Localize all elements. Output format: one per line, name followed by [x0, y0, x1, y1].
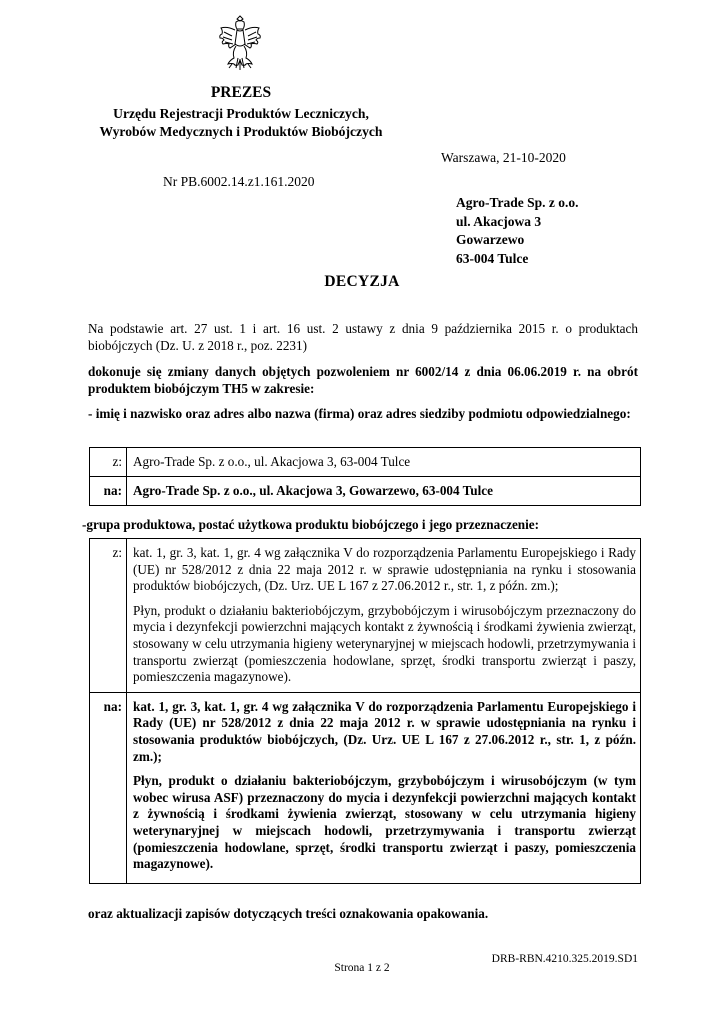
from-classification: kat. 1, gr. 3, kat. 1, gr. 4 wg załącznika V do rozporządzenia Parlamentu Europejskiego i Rady (UE) nr 528/2012 z dnia 22 maja 2012 r. w sprawie udostępniania na rynku i stosowania produktów biobójczych, (Dz. Urz. UE L 167 z 27.06.2012 r., str. 1, z późn. zm.);	[133, 545, 636, 594]
to-description: Płyn, produkt o działaniu bakteriobójczym, grzybobójczym i wirusobójczym (w tym wobec wirusa ASF) przeznaczony do mycia i dezynfekcji powierzchni mających kontakt z żywnością i środkami żywienia zwierząt, stosowany w celu utrzymania higieny weterynaryjnej w miejscach hodowli, przetrzymywania i transportu zwierząt (pomieszczenia hodowlane, sprzęt, środki transportu zwierząt i paszy, pomieszczenia magazynowe).	[133, 773, 636, 872]
case-number: Nr PB.6002.14.z1.161.2020	[163, 174, 315, 189]
from-value	[127, 539, 641, 693]
organization-name	[0, 105, 482, 141]
to-value	[127, 692, 641, 883]
page-number: Strona 1 z 2	[334, 962, 390, 974]
legal-basis-paragraph: Na podstawie art. 27 ust. 1 i art. 16 ust. 2 ustawy z dnia 9 października 2015 r. o produktach biobójczych (Dz. U. z 2018 r., poz. 2231)	[88, 321, 638, 353]
from-value: Agro-Trade Sp. z o.o., ul. Akacjowa 3, 63-004 Tulce	[127, 448, 641, 477]
eagle-emblem-icon	[214, 12, 266, 74]
document-reference: DRB-RBN.4210.325.2019.SD1	[491, 953, 638, 965]
responsible-entity-change-table	[89, 447, 641, 506]
from-label: z:	[90, 539, 127, 693]
table-row	[90, 539, 641, 693]
closing-statement: oraz aktualizacji zapisów dotyczących treści oznakowania opakowania.	[88, 906, 489, 921]
to-label: na:	[90, 477, 127, 506]
recipient-name: Agro-Trade Sp. z o.o.	[456, 195, 579, 210]
recipient-street: ul. Akacjowa 3	[456, 213, 542, 229]
table-row	[90, 692, 641, 883]
table-row	[90, 477, 641, 506]
to-label: na:	[90, 692, 127, 883]
place-and-date: Warszawa, 21-10-2020	[441, 150, 566, 165]
section-2-heading: -grupa produktowa, postać użytkowa produktu biobójczego i jego przeznaczenie:	[82, 517, 540, 532]
decision-title: DECYZJA	[324, 273, 400, 290]
table-row	[90, 448, 641, 477]
office-title: PREZES	[210, 84, 272, 101]
section-1-heading: - imię i nazwisko oraz adres albo nazwa (firma) oraz adres siedziby podmiotu odpowiedzialnego:	[88, 406, 631, 421]
recipient-address	[456, 194, 579, 268]
to-value: Agro-Trade Sp. z o.o., ul. Akacjowa 3, Gowarzewo, 63-004 Tulce	[127, 477, 641, 506]
product-group-change-table	[89, 538, 641, 884]
from-label: z:	[90, 448, 127, 477]
to-classification: kat. 1, gr. 3, kat. 1, gr. 4 wg załącznika V do rozporządzenia Parlamentu Europejskiego i Rady (UE) nr 528/2012 z dnia 22 maja 2012 r. w sprawie udostępniania na rynku i stosowania produktów biobójczych, (Dz. Urz. UE L 167 z 27.06.2012 r., str. 1, z późn. zm.);	[133, 698, 636, 764]
decision-statement: dokonuje się zmiany danych objętych pozwoleniem nr 6002/14 z dnia 06.06.2019 r. na obrót produktem biobójczym TH5 w zakresie:	[88, 364, 638, 396]
from-description: Płyn, produkt o działaniu bakteriobójczym, grzybobójczym i wirusobójczym przeznaczony do mycia i dezynfekcji powierzchni mających kontakt z żywnością i środkami żywienia zwierząt, stosowany w celu utrzymania higieny weterynaryjnej w miejscach hodowli, przetrzymywania i transportu zwierząt (pomieszczenia hodowlane, sprzęt, środki transportu zwierząt i paszy, pomieszczenia magazynowe).	[133, 602, 636, 685]
organization-line-1: Urzędu Rejestracji Produktów Leczniczych,	[113, 106, 369, 121]
organization-line-2: Wyrobów Medycznych i Produktów Biobójczych	[99, 124, 383, 139]
recipient-postal-code: 63-004 Tulce	[456, 250, 529, 266]
recipient-locality: Gowarzewo	[456, 232, 525, 247]
